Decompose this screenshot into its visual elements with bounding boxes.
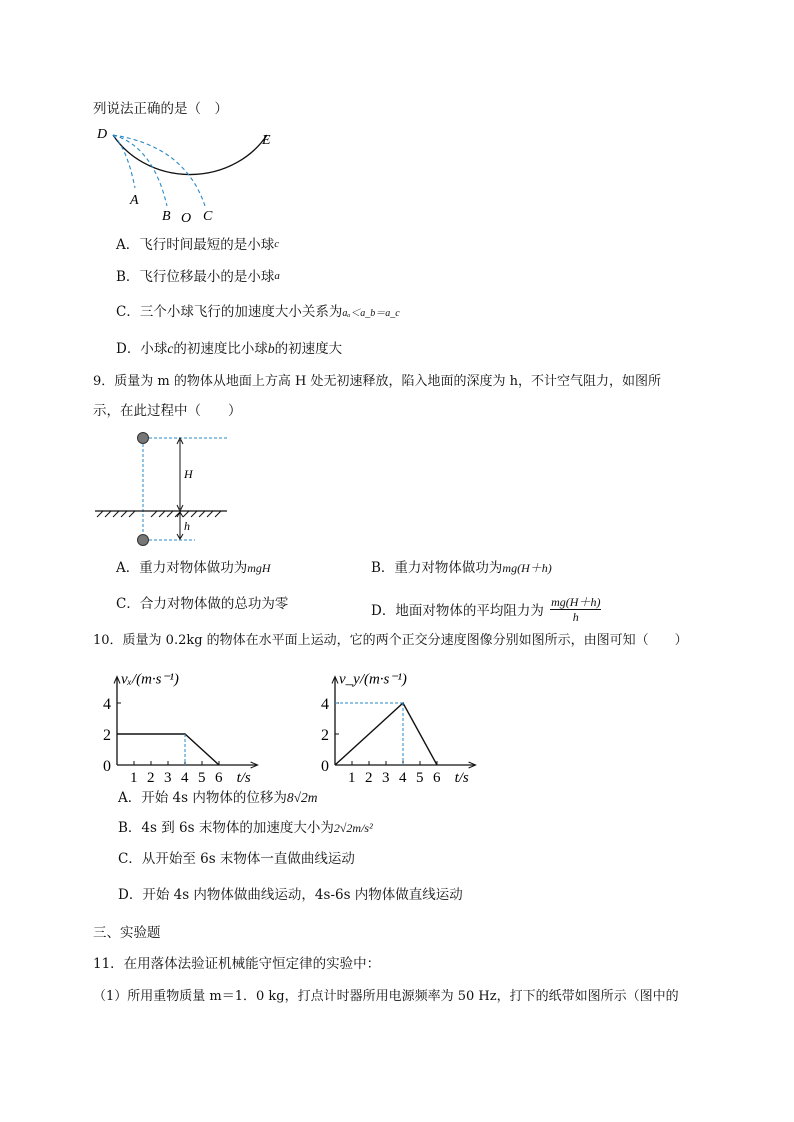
q10-option-b: B．4s 到 6s 末物体的加速度大小为2√2m/s² <box>118 820 373 836</box>
x-tick-label: 2 <box>147 770 155 786</box>
q9-drop-figure <box>95 430 235 545</box>
q10-option-d: D．开始 4s 内物体做曲线运动，4s-6s 内物体做直线运动 <box>118 887 463 903</box>
x-tick-label: 4 <box>399 770 407 786</box>
x-tick-label: 6 <box>215 770 223 786</box>
q8-option-c: C．三个小球飞行的加速度大小关系为aₐ＜a_b＝a_c <box>116 304 400 320</box>
series-line <box>335 703 437 765</box>
ball-bottom <box>138 535 149 546</box>
series-line <box>117 734 219 765</box>
q10-option-a: A．开始 4s 内物体的位移为8√2m <box>118 790 318 806</box>
y-tick-label: 2 <box>321 727 329 744</box>
q10-option-c: C．从开始至 6s 末物体一直做曲线运动 <box>118 851 355 867</box>
y-axis-label: vₓ/(m·s⁻¹) <box>121 671 179 688</box>
q9-option-c: C．合力对物体做的总功为零 <box>116 596 289 612</box>
vy-time-chart <box>313 655 493 786</box>
ball-top <box>138 433 149 444</box>
q8-bowl-figure <box>95 127 285 226</box>
bowl-arc <box>113 135 267 175</box>
y-tick-label: 4 <box>103 696 111 713</box>
y-tick-label: 4 <box>321 696 329 713</box>
x-axis-label: t/s <box>454 770 469 786</box>
q8-option-b: B．飞行位移最小的是小球a <box>116 269 280 285</box>
label-O: O <box>181 211 192 226</box>
y-tick-label: 0 <box>321 758 329 775</box>
label-H: H <box>184 467 193 481</box>
q8-option-d: D．小球c的初速度比小球b的初速度大 <box>116 341 343 357</box>
label-C: C <box>203 209 213 224</box>
label-A: A <box>130 193 139 208</box>
x-tick-label: 3 <box>164 770 172 786</box>
trajectory-c <box>113 135 205 206</box>
section-heading: 三、实验题 <box>93 925 161 941</box>
label-h: h <box>184 519 190 533</box>
label-E: E <box>262 133 271 148</box>
q10-stem: 10．质量为 0.2kg 的物体在水平面上运动，它的两个正交分速度图像分别如图所示，由图可知（ ） <box>93 633 688 648</box>
q11-sub1: （1）所用重物质量 m＝1．0 kg，打点计时器所用电源频率为 50 Hz，打下的纸带如图所示（图中的 <box>93 989 679 1004</box>
y-axis-label: v_y/(m·s⁻¹) <box>339 671 407 688</box>
x-tick-label: 2 <box>365 770 373 786</box>
y-tick-label: 2 <box>103 727 111 744</box>
q9-stem-line2: 示，在此过程中（ ） <box>93 403 242 419</box>
q11-stem: 11．在用落体法验证机械能守恒定律的实验中： <box>93 956 381 972</box>
x-tick-label: 1 <box>130 770 138 786</box>
q8-option-a: A．飞行时间最短的是小球c <box>116 237 280 253</box>
x-axis-label: t/s <box>236 770 251 786</box>
x-tick-label: 4 <box>181 770 189 786</box>
q9-option-a: A．重力对物体做功为mgH <box>116 560 271 576</box>
vx-time-chart <box>95 655 275 786</box>
x-tick-label: 1 <box>348 770 356 786</box>
q9-option-b: B．重力对物体做功为mg(H＋h) <box>371 560 552 576</box>
q8-stem-tail: 列说法正确的是（ ） <box>93 101 228 117</box>
y-tick-label: 0 <box>103 758 111 775</box>
x-tick-label: 5 <box>198 770 206 786</box>
label-B: B <box>162 209 171 224</box>
x-tick-label: 6 <box>433 770 441 786</box>
x-tick-label: 3 <box>382 770 390 786</box>
q9-option-d: D．地面对物体的平均阻力为 $\frac{mg(H+h)}{h}$ <box>371 595 601 624</box>
q9-stem-line1: 9．质量为 m 的物体从地面上方高 H 处无初速释放，陷入地面的深度为 h，不计空气阻力，如图所 <box>93 374 661 389</box>
trajectory-a <box>113 135 135 188</box>
label-D: D <box>97 127 108 142</box>
x-tick-label: 5 <box>416 770 424 786</box>
